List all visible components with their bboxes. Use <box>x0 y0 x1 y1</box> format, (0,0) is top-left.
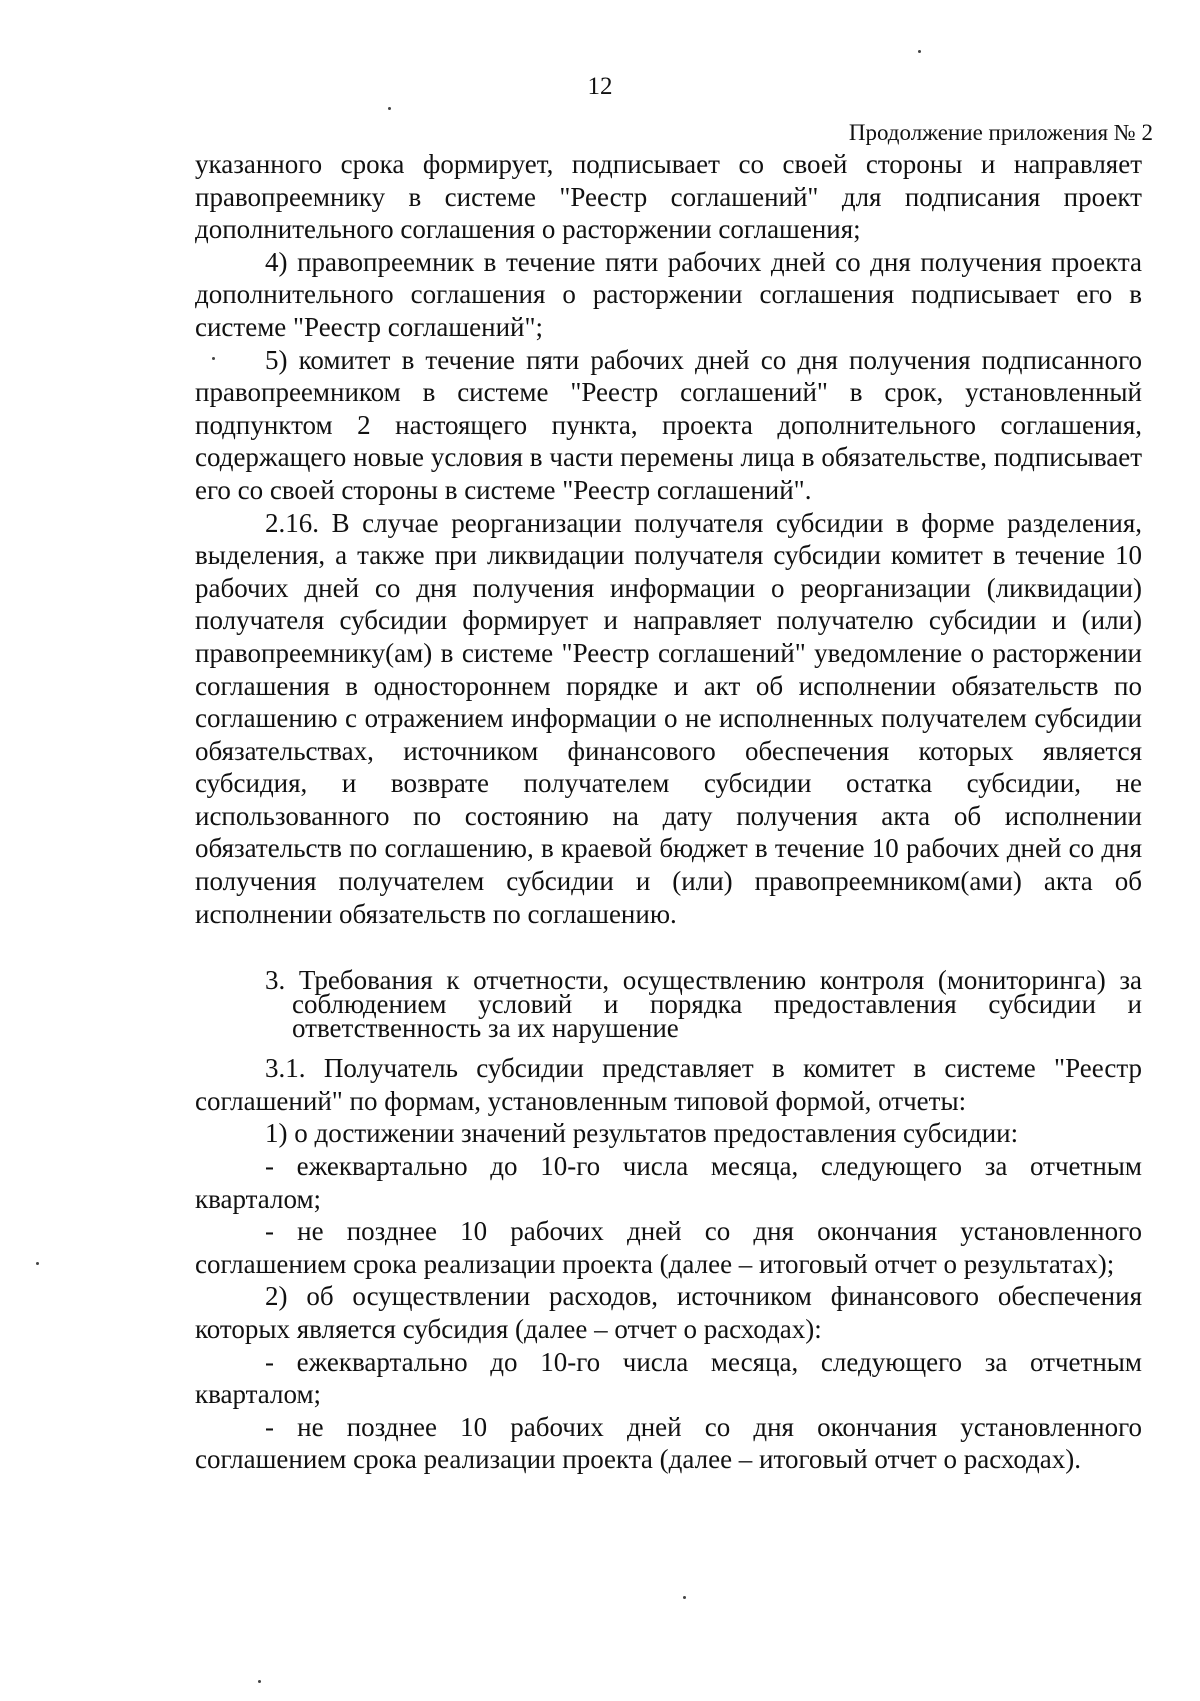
paragraph-results-report: 1) о достижении значений результатов предоставления субсидии: <box>265 1118 1019 1149</box>
paragraph-item-4: 4) правопреемник в течение пяти рабочих дней со дня получения проекта дополнительного соглашения о расторжении соглашения подписывает его в системе "Реестр соглашений"; <box>195 246 1142 342</box>
scan-speck <box>36 1262 39 1265</box>
paragraph-continuation: указанного срока формирует, подписывает со своей стороны и направляет правопреемнику в системе "Реестр соглашений" для подписания проект дополнительного соглашения о расторжении соглашения; <box>195 149 1142 245</box>
scan-speck <box>683 1596 686 1599</box>
paragraph-expenses-report: 2) об осуществлении расходов, источником финансового обеспечения которых является субсидия (далее – отчет о расходах): <box>195 1281 1142 1344</box>
appendix-note: Продолжение приложения № 2 <box>848 120 1153 145</box>
section-heading-text: 3. Требования к отчетности, осуществлению контроля (мониторинга) за соблюдением условий и порядка предоставления субсидии и ответственность за их нарушение <box>265 965 1142 1044</box>
paragraph-3-1: 3.1. Получатель субсидии представляет в комитет в системе "Реестр соглашений" по формам, установленным типовой формой, отчеты: <box>195 1053 1142 1116</box>
paragraph-2-16: 2.16. В случае реорганизации получателя субсидии в форме разделения, выделения, а также при ликвидации получателя субсидии комитет в течение 10 рабочих дней со дня получения информации о реорганизации (ликвидации) получателя субсидии формирует и направляет получателю субсидии и (или) правопреемнику(ам) в системе "Реестр соглашений" уведомление о расторжении соглашения в одностороннем порядке и акт об исполнении обязательств по соглашению с отражением информации о не исполненных получателем субсидии обязательствах, источником финансового обеспечения которых является субсидия, и возврате получателем субсидии остатка субсидии, не использованного по состоянию на дату получения акта об исполнении обязательств по соглашению, в краевой бюджет в течение 10 рабочих дней со дня получения получателем субсидии и (или) правопреемником(ами) акта об исполнении обязательств по соглашению. <box>195 507 1142 929</box>
scan-speck <box>212 357 215 360</box>
scan-speck <box>388 107 391 110</box>
document-body <box>195 148 1142 1476</box>
paragraph-item-5: 5) комитет в течение пяти рабочих дней со дня получения подписанного правопреемником в системе "Реестр соглашений" в срок, установленный подпунктом 2 настоящего пункта, проекта дополнительного соглашения, содержащего новые условия в части перемены лица в обязательстве, подписывает его со своей стороны в системе "Реестр соглашений". <box>195 344 1142 505</box>
scan-speck <box>258 1680 261 1683</box>
section-heading <box>195 965 1142 1044</box>
paragraph-expenses-quarterly: - ежеквартально до 10-го числа месяца, следующего за отчетным кварталом; <box>195 1346 1142 1410</box>
scan-speck <box>918 50 921 53</box>
page-number: 12 <box>587 73 613 100</box>
paragraph-results-final: - не позднее 10 рабочих дней со дня окончания установленного соглашением срока реализации проекта (далее – итоговый отчет о результатах); <box>195 1216 1142 1279</box>
paragraph-expenses-final: - не позднее 10 рабочих дней со дня окончания установленного соглашением срока реализации проекта (далее – итоговый отчет о расходах). <box>195 1411 1142 1475</box>
paragraph-results-quarterly: - ежеквартально до 10-го числа месяца, следующего за отчетным кварталом; <box>195 1151 1142 1214</box>
